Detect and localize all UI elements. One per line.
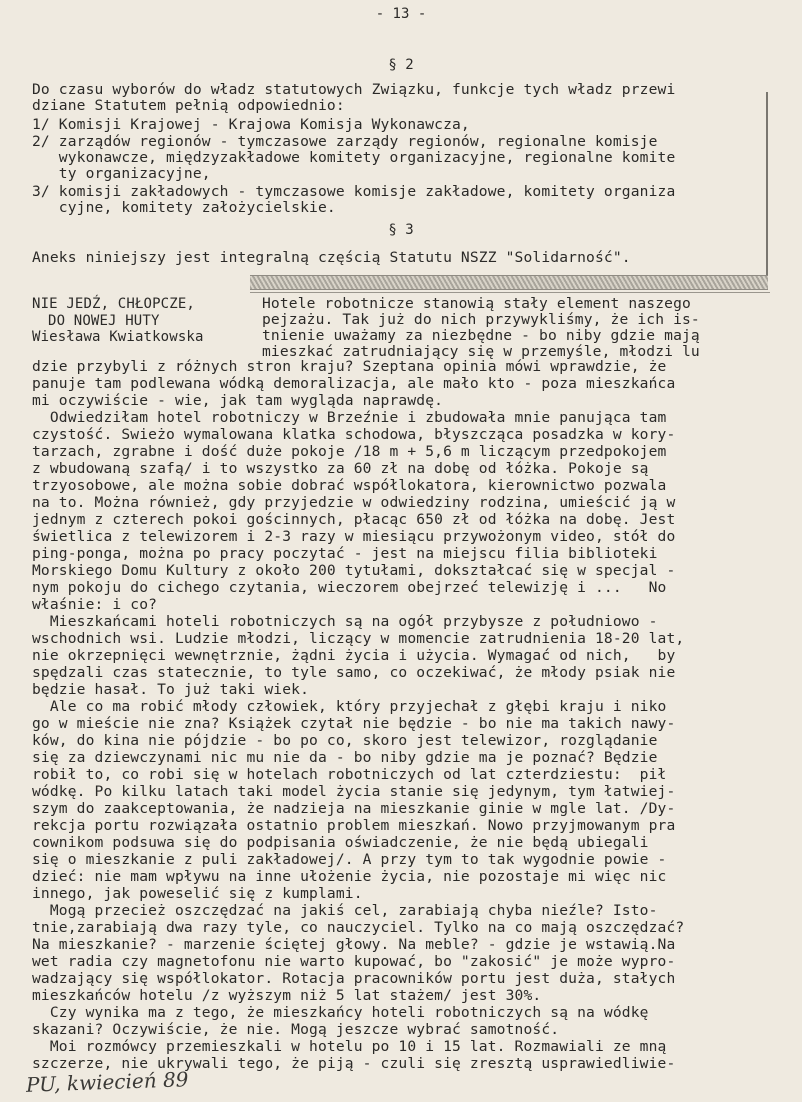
article-body-line: się o mieszkanie z puli zakładowej/. A przy tym to tak wygodnie powie - xyxy=(32,851,667,868)
article-intro-line: tnienie uważamy za niezbędne - bo niby gdzie mają xyxy=(262,327,700,344)
statute-line: 3/ komisji zakładowych - tymczasowe komisje zakładowe, komitety organiza xyxy=(32,183,676,200)
article-body-line: dzie przybyli z różnych stron kraju? Szeptana opinia mówi wprawdzie, że xyxy=(32,358,667,375)
article-body-line: Ale co ma robić młody człowiek, który przyjechał z głębi kraju i niko xyxy=(32,698,667,715)
article-body-line: tarzach, zgrabne i dość duże pokoje /18 m + 5,6 m liczącym przedpokojem xyxy=(32,443,667,460)
statute-line: 1/ Komisji Krajowej - Krajowa Komisja Wykonawcza, xyxy=(32,116,470,133)
article-body-line: Na mieszkanie? - marzenie ściętej głowy. Na meble? - gdzie je wstawią.Na xyxy=(32,936,676,953)
article-body-line: nie okrzepnięci wewnętrznie, żądni życia i użycia. Wymagać od nich, by xyxy=(32,647,676,664)
article-body-line: cownikom podsuwa się do podpisania oświadczenie, że nie będą ubiegali xyxy=(32,834,649,851)
article-body-line: dzieć: nie mam wpływu na inne ułożenie życia, nie pozostaje mi więc nic xyxy=(32,868,667,885)
article-body-line: robił to, co robi się w hotelach robotniczych od lat czterdziestu: pił xyxy=(32,766,667,783)
article-body-line: mi oczywiście - wie, jak tam wygląda naprawdę. xyxy=(32,392,444,409)
article-body-line: świetlica z telewizorem i 2-3 razy w miesiącu przywożonym video, stół do xyxy=(32,528,676,545)
article-body-line: mieszkańców hotelu /z wyższym niż 5 lat stażem/ jest 30%. xyxy=(32,987,542,1004)
article-body-line: z wbudowaną szafą/ i to wszystko za 60 zł na dobę od łóżka. Pokoje są xyxy=(32,460,649,477)
article-body-line: szczerze, nie ukrywali tego, że piją - czuli się zresztą usprawiedliwie- xyxy=(32,1055,676,1072)
section-divider xyxy=(250,275,768,290)
article-body-line: Moi rozmówcy przemieszkali w hotelu po 10 i 15 lat. Rozmawiali ze mną xyxy=(32,1038,667,1055)
article-body-line: nym pokoju do cichego czytania, wieczorem obejrzeć telewizję i ... No xyxy=(32,579,667,596)
article-title: NIE JEDŹ, CHŁOPCZE, xyxy=(32,296,195,312)
article-body-line: Odwiedziłam hotel robotniczy w Brzeźnie i zbudowała mnie panująca tam xyxy=(32,409,667,426)
statute-line: 2/ zarządów regionów - tymczasowe zarządy regionów, regionalne komisje xyxy=(32,133,658,150)
article-body-line: ping-ponga, można po pracy poczytać - jest na miejscu filia biblioteki xyxy=(32,545,658,562)
article-body-line: go w mieście nie zna? Książek czytał nie będzie - bo nie ma takich nawy- xyxy=(32,715,676,732)
article-title: DO NOWEJ HUTY xyxy=(48,313,160,329)
article-body-line: innego, jak poweselić się z kumplami. xyxy=(32,885,363,902)
article-body-line: wet radia czy magnetofonu nie warto kupować, bo "zakosić" je może wypro- xyxy=(32,953,676,970)
section-2-heading: § 2 xyxy=(388,57,414,73)
annex-line: Aneks niniejszy jest integralną częścią Statutu NSZZ "Solidarność". xyxy=(32,249,631,266)
article-body-line: panuje tam podlewana wódką demoralizacja, ale mało kto - poza mieszkańca xyxy=(32,375,676,392)
article-body-line: szym do zaakceptowania, że nadzieja na mieszkanie ginie w mgle lat. /Dy- xyxy=(32,800,676,817)
article-body-line: tnie,zarabiają dwa razy tyle, co nauczyciel. Tylko na co mają oszczędzać? xyxy=(32,919,685,936)
article-body-line: wódkę. Po kilku latach taki model życia stanie się jedynym, tym łatwiej- xyxy=(32,783,676,800)
article-body-line: wschodnich wsi. Ludzie młodzi, liczący w momencie zatrudnienia 18-20 lat, xyxy=(32,630,685,647)
article-body-line: Mieszkańcami hoteli robotniczych są na ogół przybysze z południowo - xyxy=(32,613,658,630)
article-author: Wiesława Kwiatkowska xyxy=(32,329,204,345)
article-body-line: wadzający się współlokator. Rotacja pracowników portu jest duża, stałych xyxy=(32,970,676,987)
article-body-line: Czy wynika ma z tego, że mieszkańcy hoteli robotniczych są na wódkę xyxy=(32,1004,649,1021)
margin-bar xyxy=(766,92,768,288)
statute-line: cyjne, komitety założycielskie. xyxy=(32,199,336,216)
article-body-line: czystość. Swieżo wymalowana klatka schodowa, błyszcząca posadzka w kory- xyxy=(32,426,676,443)
statute-line: dziane Statutem pełnią odpowiednio: xyxy=(32,97,345,114)
section-3-heading: § 3 xyxy=(388,222,414,238)
article-body-line: na to. Można również, gdy przyjedzie w odwiedziny rodzina, umieścić ją w xyxy=(32,494,676,511)
statute-line: ty organizacyjne, xyxy=(32,165,211,182)
article-body-line: rekcja portu rozwiązała ostatnio problem mieszkań. Nowo przyjmowanym pra xyxy=(32,817,676,834)
article-body-line: Morskiego Domu Kultury z około 200 tytułami, dokształcać się w specjal - xyxy=(32,562,676,579)
statute-line: wykonawcze, międzyzakładowe komitety organizacyjne, regionalne komite xyxy=(32,149,676,166)
section-divider-line xyxy=(250,292,770,293)
article-body-line: Mogą przecież oszczędzać na jakiś cel, zarabiają chyba nieźle? Isto- xyxy=(32,902,658,919)
article-body-line: ków, do kina nie pójdzie - bo po co, skoro jest telewizor, rozglądanie xyxy=(32,732,658,749)
article-body-line: skazani? Oczywiście, że nie. Mogą jeszcze wybrać samotność. xyxy=(32,1021,560,1038)
article-body-line: właśnie: i co? xyxy=(32,596,158,613)
article-body-line: trzyosobowe, ale można sobie dobrać współlokatora, kierownictwo pozwala xyxy=(32,477,667,494)
statute-line: Do czasu wyborów do władz statutowych Związku, funkcje tych władz przewi xyxy=(32,81,676,98)
handwritten-signature: PU, kwiecień 89 xyxy=(25,1067,189,1097)
article-intro-line: pejzażu. Tak już do nich przywykliśmy, że ich is- xyxy=(262,311,700,328)
article-intro-line: mieszkać zatrudniający się w przemyśle, młodzi lu xyxy=(262,343,700,360)
page-number: - 13 - xyxy=(375,6,427,22)
article-body-line: spędzali czas statecznie, to tyle samo, co oczekiwać, że młody psiak nie xyxy=(32,664,676,681)
article-body-line: jednym z czterech pokoi gościnnych, płacąc 650 zł od łóżka na dobę. Jest xyxy=(32,511,676,528)
article-intro-line: Hotele robotnicze stanowią stały element naszego xyxy=(262,295,691,312)
article-body-line: się za dziewczynami nic mu nie da - bo niby gdzie ma je poznać? Będzie xyxy=(32,749,658,766)
article-body-line: będzie hasał. To już taki wiek. xyxy=(32,681,310,698)
